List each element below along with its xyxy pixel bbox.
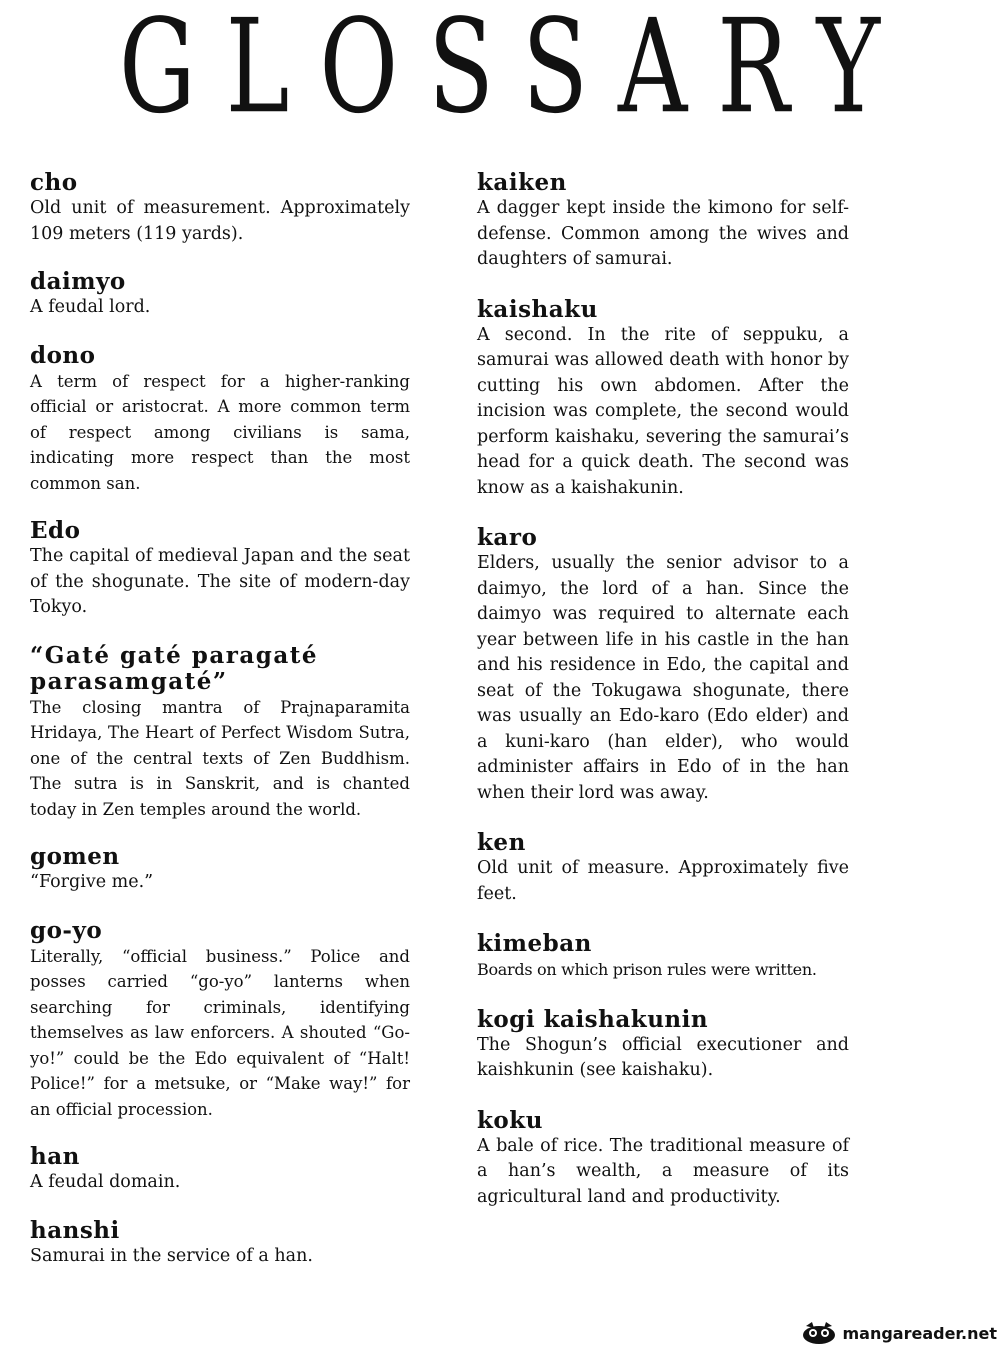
glossary-entry bbox=[30, 518, 410, 621]
glossary-entry bbox=[477, 297, 849, 502]
entry-definition: Elders, usually the senior advisor to a daimyo, the lord of a han. Since the daimyo was required to alternate each year between life in his castle in the han and his residence in Edo, the capital and seat of the Tokugawa shogunate, there was usually an Edo-karo (Edo elder) and a kuni-karo (han elder), who would administer affairs in Edo of in the han when their lord was away. bbox=[477, 553, 849, 803]
entry-definition: A term of respect for a higher-ranking official or aristocrat. A more common term of respect among civilians is sama, indicating more respect than the most common san. bbox=[30, 371, 410, 493]
page-title: GLOSSARY bbox=[118, 0, 910, 143]
site-watermark bbox=[787, 1317, 999, 1349]
glossary-entry bbox=[477, 525, 849, 806]
entry-term: karo bbox=[477, 524, 538, 551]
entry-definition: Old unit of measurement. Approximately 109 meters (119 yards). bbox=[30, 198, 410, 244]
entry-term: “Gaté gaté paragaté parasamgaté” bbox=[30, 641, 319, 695]
entry-term: daimyo bbox=[30, 268, 126, 295]
glossary-entry bbox=[30, 269, 410, 321]
glossary-entry bbox=[30, 844, 410, 896]
entry-definition: A feudal lord. bbox=[30, 297, 151, 317]
entry-definition: A feudal domain. bbox=[30, 1172, 181, 1192]
entry-term: go-yo bbox=[30, 916, 103, 944]
glossary-entry bbox=[30, 1144, 410, 1196]
entry-term: hanshi bbox=[30, 1216, 120, 1244]
entry-term: Edo bbox=[30, 517, 81, 544]
glossary-column-right bbox=[477, 170, 849, 1210]
entry-definition: Literally, “official business.” Police and posses carried “go-yo” lanterns when searching for criminals, identifying themselves as law enforcers. A shouted “Go-yo!” could be the Edo equivalent of “Halt! Police!” for a metsuke, or “Make way!” for an official procession. bbox=[30, 946, 410, 1119]
glossary-entry bbox=[477, 1108, 849, 1211]
glossary-entry bbox=[477, 830, 849, 907]
entry-definition: Boards on which prison rules were written. bbox=[477, 960, 817, 979]
entry-definition: Samurai in the service of a han. bbox=[30, 1245, 313, 1266]
entry-term: cho bbox=[30, 169, 78, 196]
entry-term: ken bbox=[477, 829, 526, 856]
glossary-entry bbox=[30, 170, 410, 247]
entry-definition: The Shogun’s official executioner and kaishkunin (see kaishaku). bbox=[477, 1034, 849, 1080]
glossary-column-left bbox=[30, 170, 410, 1269]
entry-definition: The closing mantra of Prajnaparamita Hridaya, The Heart of Perfect Wisdom Sutra, one of the central texts of Zen Buddhism. The sutra is in Sanskrit, and is chanted today in Zen temples around the world. bbox=[30, 697, 410, 819]
glossary-entry bbox=[477, 931, 849, 983]
entry-term: kaishaku bbox=[477, 295, 598, 323]
glossary-entry bbox=[477, 170, 849, 273]
entry-term: kogi kaishakunin bbox=[477, 1005, 709, 1033]
entry-term: han bbox=[30, 1143, 80, 1170]
entry-term: koku bbox=[477, 1106, 543, 1134]
entry-definition: “Forgive me.” bbox=[30, 872, 154, 892]
entry-term: gomen bbox=[30, 843, 120, 870]
glossary-entry bbox=[30, 918, 410, 1123]
glossary-entry bbox=[477, 1007, 849, 1084]
entry-definition: A second. In the rite of seppuku, a samurai was allowed death with honor by cutting his own abdomen. After the incision was complete, the second would perform kaishaku, severing the samurai’s head for a quick death. The second was know as a kaishakunin. bbox=[477, 324, 849, 498]
entry-term: kimeban bbox=[477, 930, 592, 957]
mangareader-logo-icon bbox=[800, 1320, 838, 1346]
entry-definition: A bale of rice. The traditional measure of a han’s wealth, a measure of its agricultural land and productivity. bbox=[477, 1135, 849, 1207]
entry-definition: The capital of medieval Japan and the seat of the shogunate. The site of modern-day Tokyo. bbox=[30, 546, 410, 617]
entry-definition: Old unit of measure. Approximately five feet. bbox=[477, 858, 849, 904]
site-name: mangareader.net bbox=[842, 1323, 997, 1343]
entry-definition: A dagger kept inside the kimono for self-defense. Common among the wives and daughters of samurai. bbox=[477, 198, 849, 269]
glossary-entry bbox=[30, 1218, 410, 1270]
glossary-entry bbox=[30, 643, 410, 823]
entry-term: kaiken bbox=[477, 169, 567, 196]
entry-term: dono bbox=[30, 341, 96, 369]
glossary-entry bbox=[30, 343, 410, 497]
